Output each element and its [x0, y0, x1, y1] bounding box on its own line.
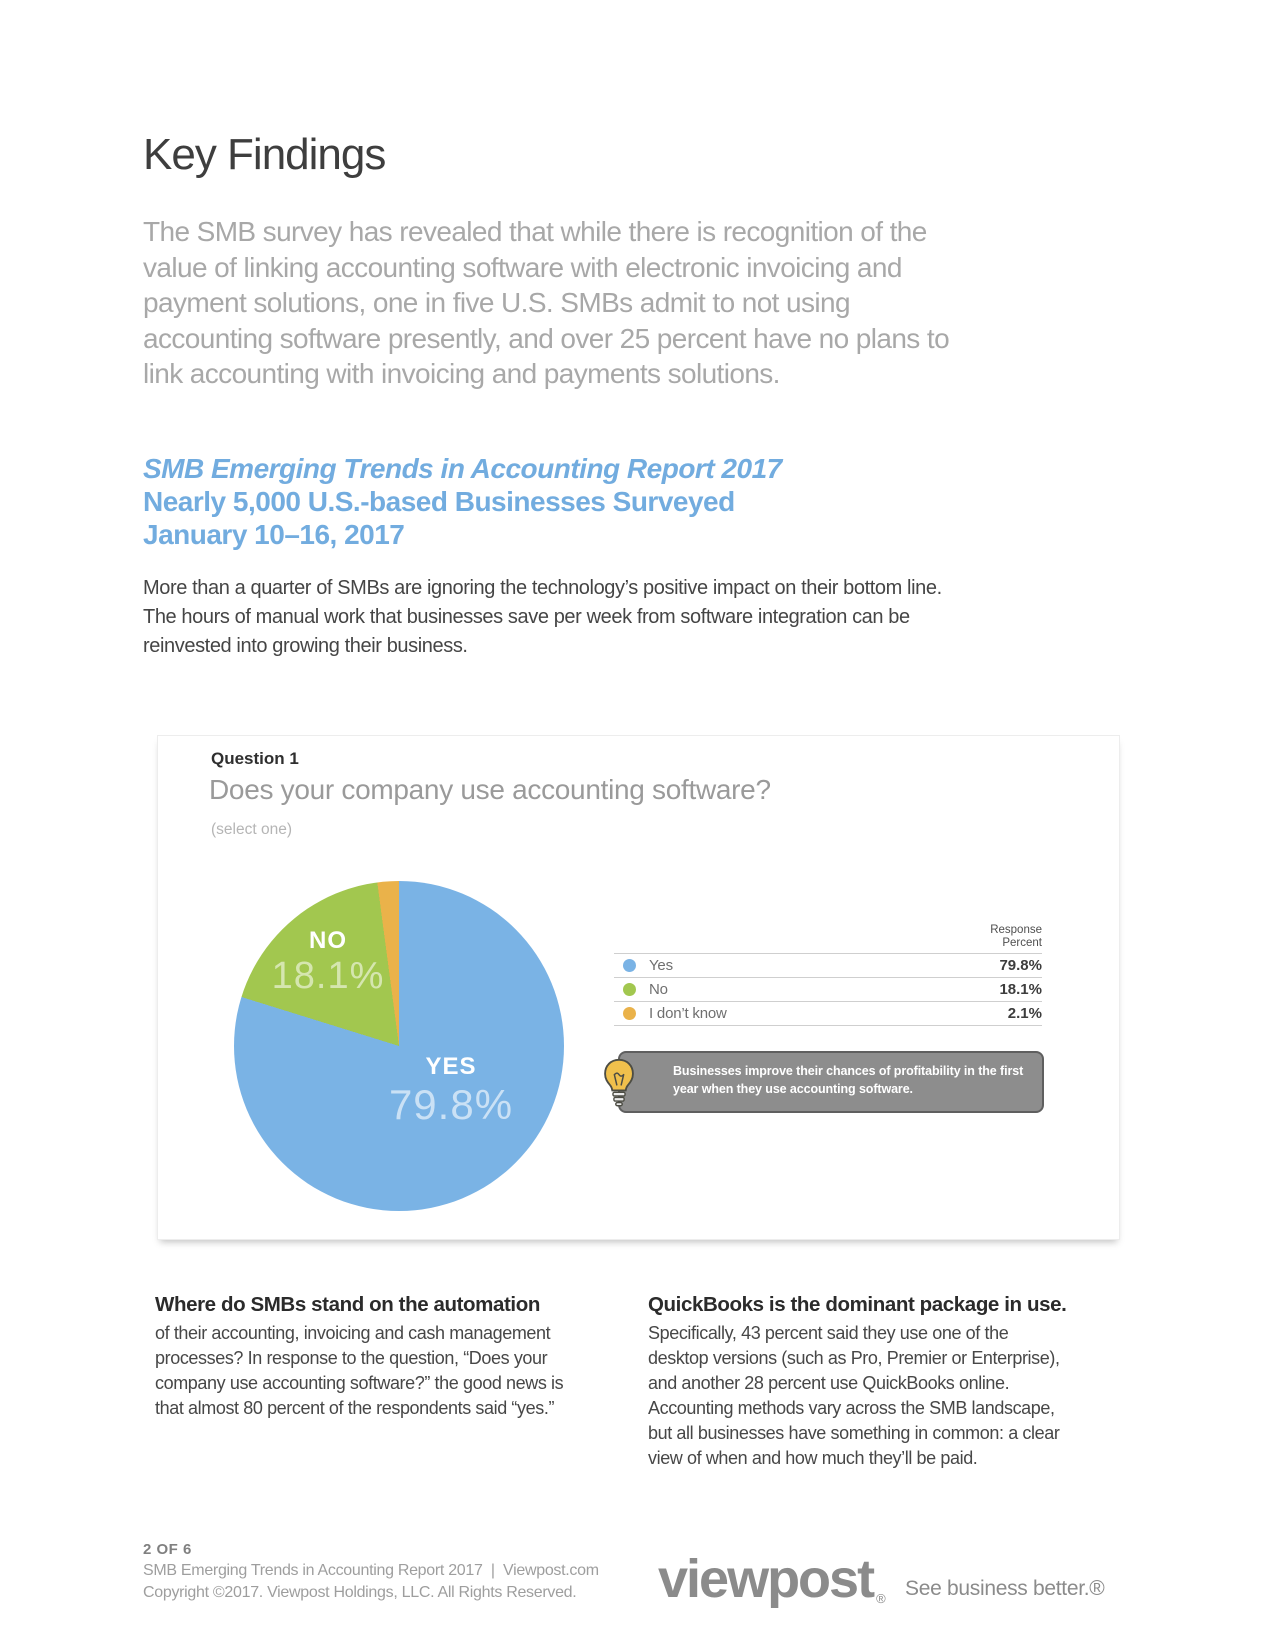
brand-tagline: See business better.®: [905, 1577, 1105, 1600]
question-title: Does your company use accounting software?: [209, 774, 771, 805]
right-column-line: and another 28 percent use QuickBooks online.: [648, 1373, 1010, 1393]
viewpost-logo-text: viewpost: [658, 1549, 874, 1609]
legend-dot-dont-know-icon: [623, 1007, 636, 1020]
pie-callout-yes-value: 79.8%: [388, 1081, 514, 1128]
left-column: [155, 1292, 600, 1421]
right-column-heading: QuickBooks is the dominant package in use.: [648, 1293, 1067, 1316]
tip-callout: [618, 1051, 1044, 1113]
legend-label: Yes: [649, 957, 673, 974]
right-column-line: Accounting methods vary across the SMB landscape,: [648, 1398, 1055, 1418]
right-column-line: view of when and how much they’ll be paid.: [648, 1448, 978, 1468]
page-title: Key Findings: [143, 130, 386, 179]
pie-callout-yes: [371, 1053, 531, 1129]
legend-header: [614, 924, 1042, 950]
summary-line: The hours of manual work that businesses save per week from software integration can be: [143, 606, 910, 628]
legend-value: 2.1%: [1007, 1005, 1042, 1022]
legend-header-line: Response: [990, 924, 1042, 936]
registered-mark-icon: ®: [876, 1591, 886, 1606]
intro-line: accounting software presently, and over 25 percent have no plans to: [143, 322, 950, 354]
footer-copyright: Copyright ©2017. Viewpost Holdings, LLC. All Rights Reserved.: [143, 1584, 577, 1601]
summary-line: reinvested into growing their business.: [143, 635, 468, 657]
intro-line: payment solutions, one in five U.S. SMBs admit to not using: [143, 287, 850, 318]
legend-label: No: [649, 981, 668, 998]
pie-callout-yes-label: YES: [425, 1053, 477, 1080]
intro-line: link accounting with invoicing and payments solutions.: [143, 358, 780, 389]
pie-callout-no-label: NO: [309, 927, 347, 954]
left-column-line: that almost 80 percent of the respondents said “yes.”: [155, 1398, 555, 1418]
report-subtitle: Nearly 5,000 U.S.-based Businesses Surveyed: [143, 486, 735, 517]
legend-row-yes: [614, 953, 1042, 977]
question-number: Question 1: [211, 749, 299, 768]
lightbulb-icon: [600, 1057, 638, 1109]
legend-label: I don’t know: [649, 1005, 727, 1022]
legend-value: 18.1%: [999, 981, 1042, 998]
legend-dot-yes-icon: [623, 959, 636, 972]
right-column-line: desktop versions (such as Pro, Premier or Enterprise),: [648, 1348, 1060, 1368]
legend-header-line: Percent: [1002, 937, 1042, 949]
tip-text: Businesses improve their chances of profitability in the first year when they use accounting software.: [673, 1064, 1024, 1096]
legend-dot-no-icon: [623, 983, 636, 996]
pie-callout-no-value: 18.1%: [271, 955, 385, 997]
report-title: SMB Emerging Trends in Accounting Report 2017: [143, 453, 782, 484]
page-indicator: 2 OF 6: [143, 1541, 192, 1558]
report-dates: January 10–16, 2017: [143, 519, 405, 550]
summary-paragraph: [143, 574, 942, 661]
summary-line: More than a quarter of SMBs are ignoring the technology’s positive impact on their bottom line.: [143, 577, 942, 599]
right-column: [648, 1292, 1108, 1471]
legend-value: 79.8%: [999, 957, 1042, 974]
question-hint: (select one): [211, 821, 292, 838]
legend-row-no: [614, 977, 1042, 1001]
left-column-line: of their accounting, invoicing and cash management: [155, 1323, 551, 1343]
chart-legend: [614, 924, 1042, 1026]
legend-row-dont-know: [614, 1001, 1042, 1026]
report-heading: [143, 452, 782, 551]
right-column-line: but all businesses have something in common: a clear: [648, 1423, 1060, 1443]
right-column-line: Specifically, 43 percent said they use one of the: [648, 1323, 1009, 1343]
intro-paragraph: [143, 214, 949, 392]
left-column-line: processes? In response to the question, “Does your: [155, 1348, 548, 1368]
pie-chart: [234, 881, 564, 1211]
viewpost-logo: [658, 1548, 886, 1610]
pie-callout-no: [248, 927, 408, 998]
left-column-line: company use accounting software?” the good news is: [155, 1373, 564, 1393]
left-column-heading: Where do SMBs stand on the automation: [155, 1293, 540, 1316]
intro-line: The SMB survey has revealed that while there is recognition of the: [143, 216, 927, 247]
intro-line: value of linking accounting software with electronic invoicing and: [143, 251, 902, 283]
footer-report-line: SMB Emerging Trends in Accounting Report 2017 | Viewpost.com: [143, 1562, 599, 1579]
survey-chart-card: [157, 735, 1120, 1240]
